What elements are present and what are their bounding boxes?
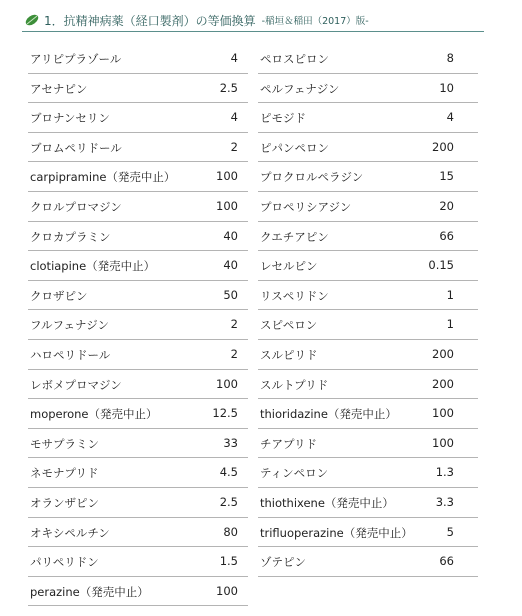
list-item <box>28 281 248 311</box>
drug-name: オキシペルチン <box>30 525 110 540</box>
equivalent-dose: 20 <box>439 198 454 213</box>
list-item <box>28 162 248 192</box>
equivalent-dose: 12.5 <box>212 406 238 421</box>
drug-name: ティンペロン <box>260 466 329 481</box>
drug-name: スルピリド <box>260 347 318 362</box>
equivalent-dose: 1 <box>446 287 454 302</box>
list-item <box>28 133 248 163</box>
title-source: -稲垣＆稲田（2017）版- <box>261 16 369 27</box>
list-item <box>258 429 478 459</box>
equivalent-dose: 33 <box>223 435 238 450</box>
list-item <box>258 74 478 104</box>
drug-name: クロルプロマジン <box>30 199 122 214</box>
equivalent-dose: 200 <box>432 346 454 361</box>
list-item <box>28 547 248 577</box>
drug-name: オランザピン <box>30 495 99 510</box>
equivalent-dose: 40 <box>223 228 238 243</box>
list-item <box>258 399 478 429</box>
list-item <box>258 192 478 222</box>
equivalent-dose: 100 <box>216 198 238 213</box>
drug-name: アセナピン <box>30 81 88 96</box>
list-item <box>28 370 248 400</box>
list-item <box>28 44 248 74</box>
drug-name: carpipramine（発売中止） <box>30 170 176 185</box>
list-item <box>28 399 248 429</box>
equivalent-dose: 2 <box>230 346 238 361</box>
drug-name: ピパンペロン <box>260 140 329 155</box>
equivalent-dose: 100 <box>216 376 238 391</box>
equivalent-dose: 66 <box>439 554 454 569</box>
list-item <box>258 222 478 252</box>
equivalent-dose: 5 <box>446 524 454 539</box>
list-item <box>258 458 478 488</box>
equivalent-dose: 0.15 <box>428 258 454 273</box>
list-item <box>28 74 248 104</box>
list-item <box>28 192 248 222</box>
list-item <box>258 488 478 518</box>
list-item <box>258 370 478 400</box>
equivalent-dose: 100 <box>432 435 454 450</box>
list-item <box>258 281 478 311</box>
left-column-list <box>28 44 248 606</box>
list-item <box>28 518 248 548</box>
drug-name: プロクロルペラジン <box>260 170 364 185</box>
list-item <box>28 103 248 133</box>
list-item <box>258 310 478 340</box>
equivalent-dose: 2.5 <box>219 80 238 95</box>
drug-name: ゾテピン <box>260 555 306 570</box>
drug-name: クロザピン <box>30 288 88 303</box>
equivalent-dose: 1 <box>446 317 454 332</box>
drug-name: moperone（発売中止） <box>30 407 158 422</box>
equivalent-dose: 2 <box>230 139 238 154</box>
equivalent-dose: 4 <box>230 110 238 125</box>
drug-name: チアプリド <box>260 436 318 451</box>
equivalent-dose: 2 <box>230 317 238 332</box>
equivalent-dose: 40 <box>223 258 238 273</box>
equivalent-dose: 4 <box>230 51 238 65</box>
list-item <box>258 133 478 163</box>
drug-name: thiothixene（発売中止） <box>260 495 394 510</box>
drug-name: フルフェナジン <box>30 318 109 333</box>
drug-name: レセルピン <box>260 259 318 274</box>
equivalent-dose: 66 <box>439 228 454 243</box>
drug-name: ペロスピロン <box>260 52 329 66</box>
list-item <box>28 310 248 340</box>
equivalent-dose: 10 <box>439 80 454 95</box>
list-item <box>28 577 248 607</box>
drug-name: クロカプラミン <box>30 229 111 244</box>
drug-name: ハロペリドール <box>30 347 111 362</box>
list-item <box>258 251 478 281</box>
drug-name: アリピプラゾール <box>30 52 122 66</box>
drug-name: ピモジド <box>260 111 306 126</box>
equivalent-dose: 50 <box>223 287 238 302</box>
list-item <box>258 547 478 577</box>
drug-name: trifluoperazine（発売中止） <box>260 525 413 540</box>
equivalent-dose: 100 <box>432 406 454 421</box>
equivalent-dose: 4.5 <box>219 465 238 480</box>
equivalent-dose: 200 <box>432 376 454 391</box>
list-item <box>258 162 478 192</box>
leaf-icon <box>24 13 40 27</box>
equivalent-dose: 2.5 <box>219 494 238 509</box>
drug-name: clotiapine（発売中止） <box>30 259 156 274</box>
section-header <box>24 10 484 30</box>
drug-name: ネモナプリド <box>30 466 99 481</box>
drug-name: ペルフェナジン <box>260 81 340 96</box>
list-item <box>28 340 248 370</box>
right-column-list <box>258 44 478 577</box>
drug-name: ブロナンセリン <box>30 111 110 126</box>
list-item <box>28 488 248 518</box>
list-item <box>28 458 248 488</box>
list-item <box>28 429 248 459</box>
page-title: 1．抗精神病薬（経口製剤）の等価換算 <box>44 13 256 28</box>
list-item <box>258 340 478 370</box>
drug-name: パリペリドン <box>30 555 99 570</box>
list-item <box>28 251 248 281</box>
equivalent-dose: 8 <box>446 51 454 65</box>
equivalent-dose: 100 <box>216 583 238 598</box>
drug-name: スピペロン <box>260 318 318 333</box>
header-divider <box>22 31 484 32</box>
equivalent-dose: 15 <box>439 169 454 184</box>
equivalent-dose: 200 <box>432 139 454 154</box>
drug-name: スルトプリド <box>260 377 329 392</box>
drug-name: プロペリシアジン <box>260 199 352 214</box>
drug-name: リスペリドン <box>260 288 329 303</box>
equivalent-dose: 80 <box>223 524 238 539</box>
equivalent-dose: 1.5 <box>219 554 238 569</box>
list-item <box>258 103 478 133</box>
drug-name: perazine（発売中止） <box>30 584 149 599</box>
drug-name: thioridazine（発売中止） <box>260 407 397 422</box>
drug-name: ブロムペリドール <box>30 140 122 155</box>
list-item <box>258 518 478 548</box>
drug-name: レボメプロマジン <box>30 377 122 392</box>
equivalent-dose: 4 <box>446 110 454 125</box>
equivalent-dose: 1.3 <box>435 465 454 480</box>
drug-name: クエチアピン <box>260 229 329 244</box>
list-item <box>28 222 248 252</box>
list-item <box>258 44 478 74</box>
equivalent-dose: 100 <box>216 169 238 184</box>
equivalent-dose: 3.3 <box>435 494 454 509</box>
drug-name: モサプラミン <box>30 436 99 451</box>
